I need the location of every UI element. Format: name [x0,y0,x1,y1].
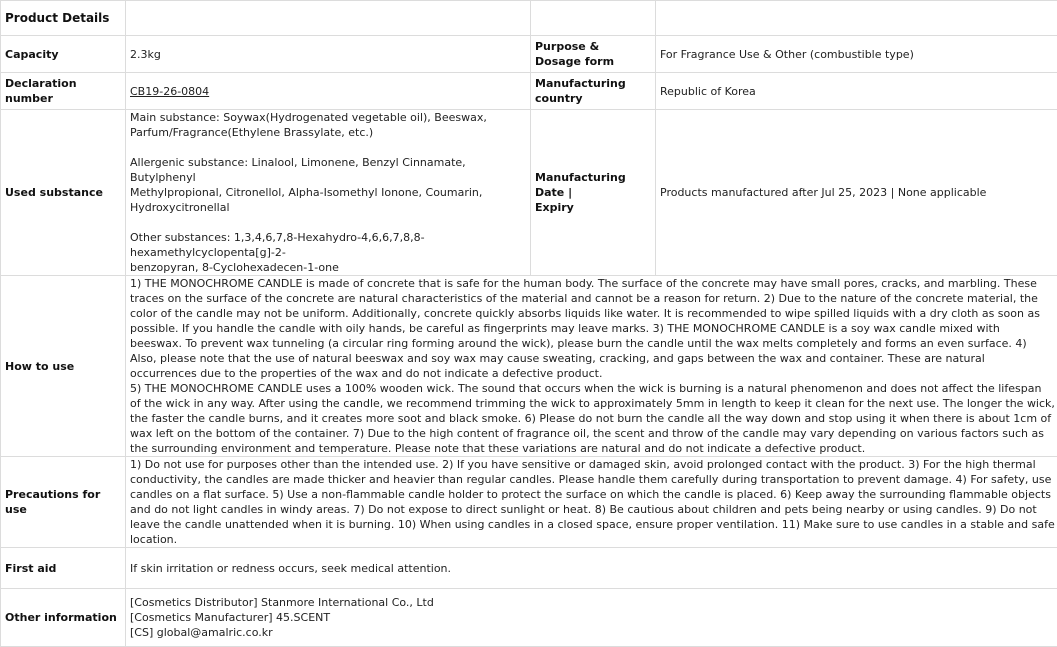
precautions-row [1,457,1057,548]
how-to-use-paragraph: 1) THE MONOCHROME CANDLE is made of concrete that is safe for the human body. The surface of the concrete may have small pores, cracks, and marbling. These traces on the surface of the concrete are natural characteristics of the material and cannot be a reason for return. 2) Due to the nature of the concrete material, the color of the candle may not be uniform. Additionally, concrete quickly absorbs liquids like water. It is recommended to wipe spilled liquids with a dry cloth as soon as possible. If you handle the candle with oily hands, be careful as fingerprints may leave marks. 3) THE MONOCHROME CANDLE is a soy wax candle mixed with beeswax. To prevent wax tunneling (a circular ring forming around the wick), please burn the candle until the wax melts completely and forms an even surface. 4) Also, please note that the use of natural beeswax and soy wax may cause sweating, cracking, and gaps between the wax and container. These are natural occurrences due to the properties of the wax and do not indicate a defective product. [130,276,1055,381]
declaration-row [1,73,1057,110]
other-info-line: [Cosmetics Distributor] Stanmore International Co., Ltd [130,595,1053,610]
country-label-line: country [535,91,651,106]
header-empty-cell [531,1,656,36]
allergen-line: Allergenic substance: Linalool, Limonene, Benzyl Cinnamate, Butylphenyl [130,155,526,185]
capacity-value: 2.3kg [126,36,531,73]
other-information-row [1,589,1057,647]
product-details-title: Product Details [1,1,126,36]
date-label-line: Manufacturing Date | [535,170,651,200]
other-info-line: [CS] global@amalric.co.kr [130,625,1053,640]
first-aid-value: If skin irritation or redness occurs, seek medical attention. [126,548,1057,589]
first-aid-row [1,548,1057,589]
header-empty-cell [126,1,531,36]
declaration-label: Declaration number [1,73,126,110]
country-value: Republic of Korea [656,73,1057,110]
country-label-line: Manufacturing [535,76,651,91]
purpose-value: For Fragrance Use & Other (combustible type) [656,36,1057,73]
main-substance-line: Main substance: Soywax(Hydrogenated vegetable oil), Beeswax, [130,110,526,125]
purpose-label-line: Dosage form [535,54,651,69]
date-label-line: Expiry [535,200,651,215]
allergen-line: Hydroxycitronellal [130,200,526,215]
capacity-label: Capacity [1,36,126,73]
header-row [1,1,1057,36]
declaration-value [126,73,531,110]
precautions-label: Precautions for use [1,457,126,548]
capacity-row [1,36,1057,73]
header-empty-cell [656,1,1057,36]
how-to-use-label: How to use [1,276,126,457]
other-information-value [126,589,1057,647]
declaration-number-link[interactable]: CB19-26-0804 [130,85,209,98]
used-substance-row [1,110,1057,276]
used-substance-label: Used substance [1,110,126,276]
purpose-label-line: Purpose & [535,39,651,54]
manufacturing-date-label [531,110,656,276]
other-substance-line: benzopyran, 8-Cyclohexadecen-1-one [130,260,526,275]
precautions-value: 1) Do not use for purposes other than the intended use. 2) If you have sensitive or damaged skin, avoid prolonged contact with the product. 3) For the high thermal conductivity, the candles are made thicker and heavier than regular candles. Please handle them carefully during transportation to prevent damage. 4) For safety, use candles on a flat surface. 5) Use a non-flammable candle holder to protect the surface on which the candle is placed. 6) Keep away the surrounding flammable objects and do not light candles in windy areas. 7) Do not expose to direct sunlight or heat. 8) Be cautious about children and pets being nearby or using candles. 9) Do not leave the candle unattended when it is burning. 10) When using candles in a closed space, ensure proper ventilation. 11) Make sure to use candles in a stable and safe location. [126,457,1057,548]
first-aid-label: First aid [1,548,126,589]
used-substance-value [126,110,531,276]
other-info-line: [Cosmetics Manufacturer] 45.SCENT [130,610,1053,625]
country-label [531,73,656,110]
how-to-use-row [1,276,1057,457]
how-to-use-paragraph: 5) THE MONOCHROME CANDLE uses a 100% wooden wick. The sound that occurs when the wick is burning is a natural phenomenon and does not affect the lifespan of the wick in any way. After using the candle, we recommend trimming the wick to approximately 5mm in length to keep it clean for the next use. The longer the wick, the faster the candle burns, and it creates more soot and black smoke. 6) Please do not burn the candle all the way down and stop using it when there is about 1cm of wax left on the bottom of the container. 7) Due to the high content of fragrance oil, the scent and throw of the candle may vary depending on various factors such as the surrounding environment and temperature. Please note that these variations are natural and do not indicate a defective product. [130,381,1055,456]
spacer [130,140,526,155]
manufacturing-date-value: Products manufactured after Jul 25, 2023 | None applicable [656,110,1057,276]
other-substance-line: Other substances: 1,3,4,6,7,8-Hexahydro-4,6,6,7,8,8-hexamethylcyclopenta[g]-2- [130,230,526,260]
main-substance-line: Parfum/Fragrance(Ethylene Brassylate, etc.) [130,125,526,140]
allergen-line: Methylpropional, Citronellol, Alpha-Isomethyl Ionone, Coumarin, [130,185,526,200]
other-information-label: Other information [1,589,126,647]
how-to-use-value [126,276,1057,457]
spacer [130,215,526,230]
purpose-label [531,36,656,73]
